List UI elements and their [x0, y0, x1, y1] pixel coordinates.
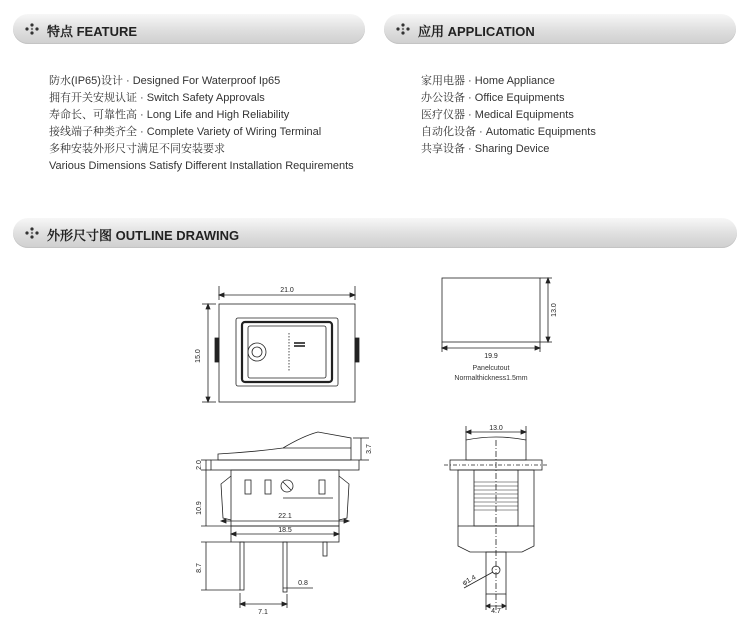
dim-top-width: 21.0	[280, 287, 294, 294]
drawing-title: 外形尺寸图 OUTLINE DRAWING	[47, 228, 240, 243]
dim-cutout-width: 19.9	[484, 353, 498, 360]
panel-cutout-drawing	[432, 270, 562, 360]
dim-side-top: 2.0	[196, 460, 203, 470]
application-list	[421, 73, 596, 158]
list-item: 接线端子种类齐全 · Complete Variety of Wiring Terminal	[49, 126, 322, 138]
dim-side-cap-height: 3.7	[366, 444, 373, 454]
feature-title: 特点 FEATURE	[47, 24, 138, 39]
dim-side-body-height: 10.9	[196, 501, 203, 515]
dim-terminal-thickness: 0.8	[298, 580, 308, 587]
list-item: 办公设备 · Office Equipments	[421, 92, 565, 104]
cutout-caption	[436, 364, 546, 384]
list-item: 医疗仪器 · Medical Equipments	[421, 109, 574, 121]
feature-banner	[13, 14, 365, 44]
list-item: 家用电器 · Home Appliance	[421, 75, 555, 87]
dim-side-body-width: 18.5	[278, 527, 292, 534]
dim-terminal-pitch: 7.1	[258, 609, 268, 616]
dim-front-width: 13.0	[489, 425, 503, 432]
dots-icon	[25, 227, 39, 239]
dots-icon	[396, 23, 410, 35]
list-item: Various Dimensions Satisfy Different Installation Requirements	[49, 160, 354, 172]
cutout-caption-line2: Normalthickness1.5mm	[454, 375, 528, 382]
list-item: 拥有开关安规认证 · Switch Safety Approvals	[49, 92, 265, 104]
dim-terminal-width: 4.7	[491, 608, 501, 615]
top-view-drawing	[190, 280, 380, 410]
dots-icon	[25, 23, 39, 35]
dim-hole-dia: φ1.4	[461, 574, 478, 588]
dim-terminal-length: 8.7	[196, 563, 203, 573]
list-item: 防水(IP65)设计 · Designed For Waterproof Ip65	[49, 75, 281, 87]
cutout-caption-line1: Panelcutout	[472, 365, 510, 372]
feature-list	[49, 73, 354, 175]
list-item: 自动化设备 · Automatic Equipments	[421, 126, 596, 138]
dim-top-height: 15.0	[195, 349, 202, 363]
side-view-drawing	[193, 428, 378, 618]
drawing-banner	[13, 218, 737, 248]
application-title: 应用 APPLICATION	[418, 24, 535, 39]
list-item: 共享设备 · Sharing Device	[421, 143, 550, 155]
application-banner	[384, 14, 736, 44]
front-view-drawing	[440, 420, 560, 615]
list-item: 多种安装外形尺寸满足不同安装要求	[49, 143, 225, 155]
dim-side-clip-span: 22.1	[278, 513, 292, 520]
dim-cutout-height: 13.0	[551, 303, 558, 317]
list-item: 寿命长、可靠性高 · Long Life and High Reliability	[49, 109, 290, 121]
